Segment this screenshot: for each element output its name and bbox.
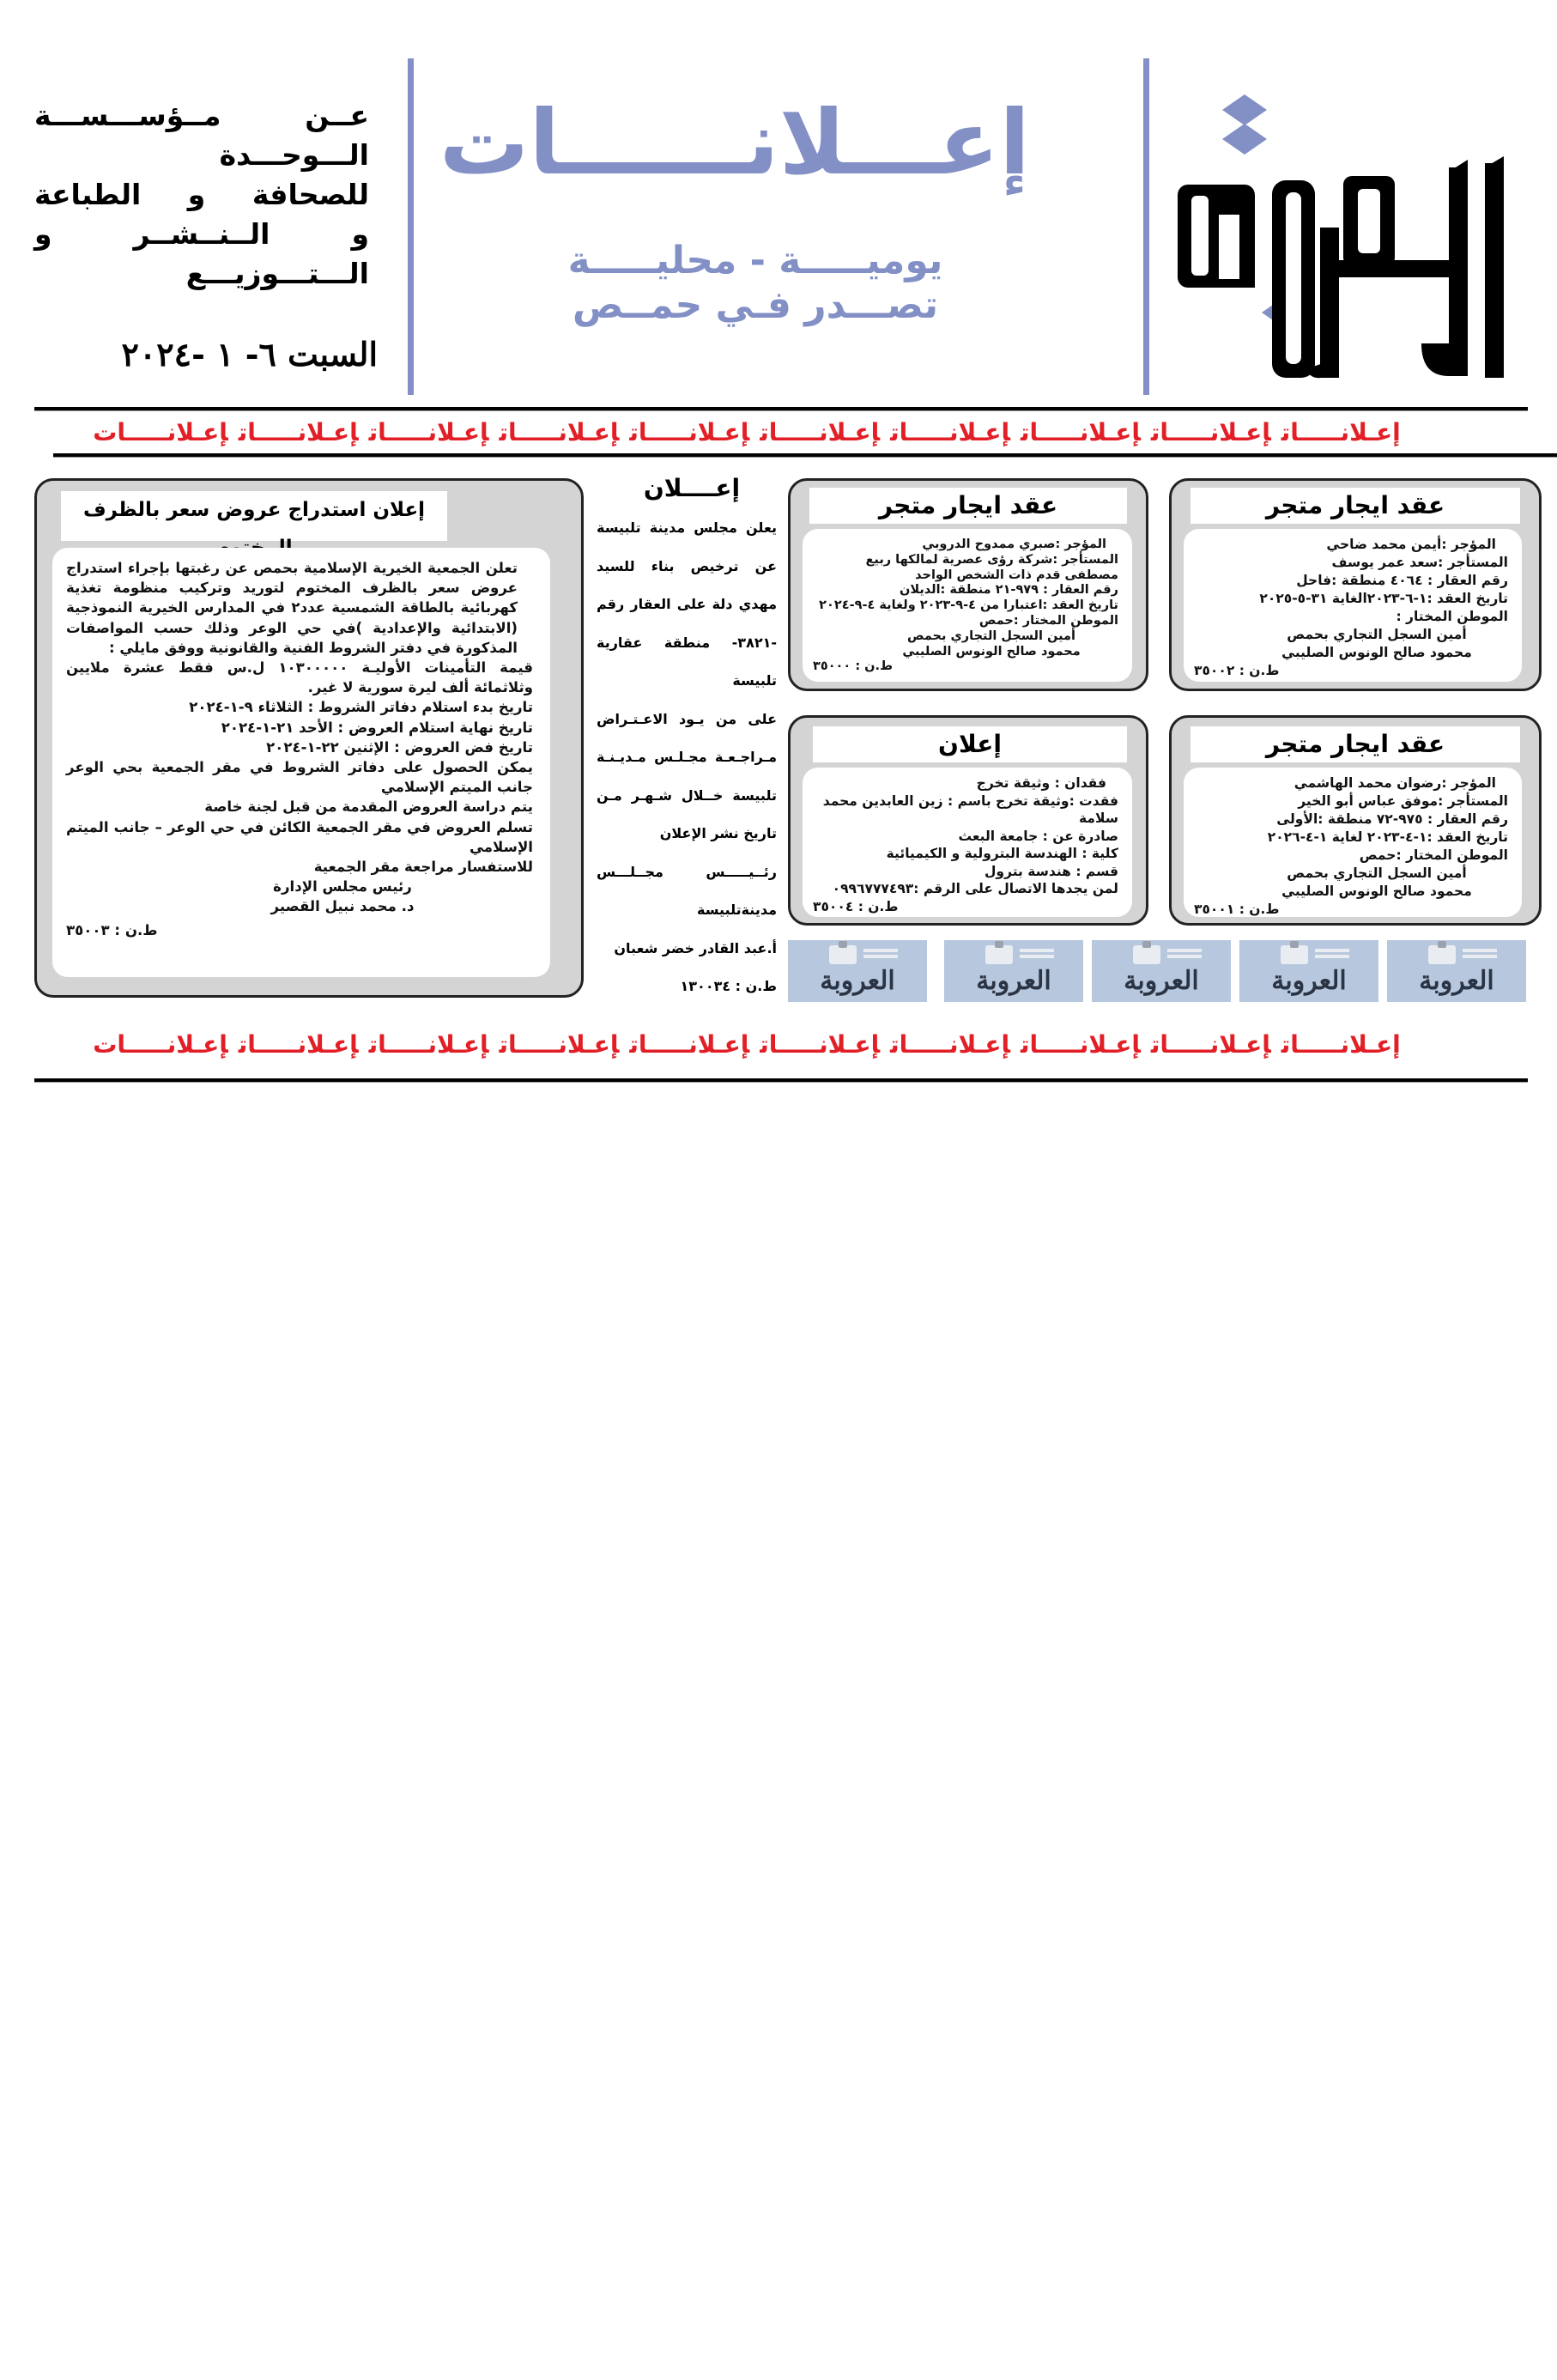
ad-title: إعلان استدراج عروض سعر بالظرف — [61, 491, 447, 541]
ad-signature: د. محمد نبيل القصير — [270, 898, 415, 915]
ad-lease-contract-2 — [788, 478, 1148, 691]
ad-line: رقم العقار : ٩٧٩-٢١ منطقة :الديلان — [899, 583, 1118, 598]
banner-word: إعـلانـــــات — [238, 1030, 359, 1059]
ad-line: تاريخ العقد :١-٦-٢٠٢٣الغاية ٣١-٥-٢٠٢٥ — [1259, 591, 1508, 606]
ad-line: فقدان : وثيقة تخرج — [976, 775, 1106, 791]
ad-line: المستأجر :شركة رؤى عصرية لمالكها ربيع مصطفى قدم ذات الشخص الواحد — [865, 552, 1118, 582]
banner-word: إعـلانـــــات — [629, 1030, 750, 1059]
ad-body — [803, 529, 1132, 682]
thumbnail-label: العروبة — [820, 966, 895, 996]
computer-icon — [1133, 945, 1160, 964]
logo-thumbnail — [1387, 940, 1526, 1002]
ad-line: الموطن المختار :حمص — [1359, 847, 1508, 863]
ad-title: عقد ايجار متجر — [1190, 726, 1520, 762]
banner-word: إعـلانـــــات — [1021, 1030, 1141, 1059]
thumbnail-caption — [863, 949, 898, 952]
banner-word: إعـلانـــــات — [238, 418, 359, 446]
ad-paragraph: تاريخ فض العروض : الإثنين ٢٢-١-٢٠٢٤ — [266, 738, 533, 756]
banner-word: إعـلانـــــات — [93, 1030, 228, 1059]
ad-paragraph: قيمة التأمينات الأوليـة ١٠٣٠٠٠٠٠ ل.س فقط عشرة ملايين وثلاثمائة ألف ليرة سورية لا غير. — [66, 659, 534, 696]
ad-line: فقدت :وثيقة تخرج باسم : زين العابدين محمد سلامة — [822, 792, 1118, 826]
banner-word: إعـلانـــــات — [890, 1030, 1011, 1059]
banner-word: إعـلانـــــات — [93, 418, 228, 446]
thumbnail-label: العروبة — [1124, 966, 1199, 996]
banner-word: إعـلانـــــات — [1150, 418, 1271, 446]
banner-word: إعـلانـــــات — [760, 418, 881, 446]
ad-line: صادرة عن : جامعة البعث — [958, 828, 1118, 844]
ad-line: كلية : الهندسة البترولية و الكيميائية — [886, 846, 1118, 861]
ad-line: -٣٨٢١- منطقة عقارية — [597, 634, 777, 651]
ad-signature: رئيس مجلس الإدارة — [273, 878, 412, 896]
ad-line: قسم : هندسة بترول — [984, 863, 1118, 879]
ad-line: المؤجر :صبري ممدوح الدروبي — [922, 537, 1106, 551]
ad-lease-contract-1 — [1169, 478, 1542, 691]
ad-signature: أمين السجل التجاري بحمص — [1287, 865, 1467, 881]
computer-icon — [985, 945, 1013, 964]
ad-paragraph: تعلن الجمعية الخيرية الإسلامية بحمص عن رغبتها بإجراء استدراج عروض سعر بالظرف المختوم لتوريد وتركيب منظومة تغذية كهربائية بالطاقة الشمسية عدد٢ في المدارس الخيرية النموذجية (الابتدائية والإعدادية )في حي الوعر وذلك حسب المواصفات المذكورة في دفتر الشروط الفنية والقانونية ووفق مايلي : — [66, 560, 518, 656]
ad-line: على من يـود الاعـتـراض — [597, 710, 777, 727]
ad-signature: أمين السجل التجاري بحمص — [907, 628, 1075, 643]
section-subtitle — [532, 239, 978, 328]
ad-line: عن ترخيص بناء للسيد — [597, 557, 777, 574]
ad-title: إعلان — [813, 726, 1127, 762]
ad-line: تاريخ العقد :اعتبارا من ٤-٩-٢٠٢٣ ولغاية ٤-٩-٢٠٢٤ — [819, 598, 1118, 613]
issue-date: السبت ٦- ١ -٢٠٢٤ — [121, 335, 378, 373]
ad-signature: أمين السجل التجاري بحمص — [1287, 627, 1467, 642]
top-rule — [34, 407, 1528, 411]
ad-body — [1184, 768, 1522, 917]
ad-title: عقد ايجار متجر — [809, 488, 1127, 524]
ad-paragraph: تسلم العروض في مقر الجمعية الكائن في حي الوعر – جانب الميتم الإسلامي — [66, 818, 533, 855]
ad-reference: ط.ن : ٣٥٠٠٣ — [66, 921, 158, 938]
banner-word: إعـلانـــــات — [1150, 1030, 1271, 1059]
ad-paragraph: للاستفسار مراجعة مقر الجمعية — [313, 859, 533, 876]
ad-line: لمن يجدها الاتصال على الرقم :٠٩٩٦٧٧٧٤٩٣ — [832, 881, 1118, 896]
ad-lost-document — [788, 715, 1148, 926]
ad-line: الموطن المختار : — [1396, 609, 1508, 624]
section-title: إعـــلانــــــات — [439, 90, 1030, 195]
ad-line: مدينةتلبيسة — [697, 902, 777, 918]
ad-reference: ط.ن : ٣٥٠٠٤ — [813, 898, 899, 914]
ad-line: المستأجر :سعد عمر يوسف — [1331, 555, 1508, 570]
ad-line: رقم العقار : ٩٧٥-٧٢ منطقة :الأولى — [1276, 811, 1508, 827]
computer-icon — [829, 945, 857, 964]
banner-word: إعـلانـــــات — [890, 418, 1011, 446]
top-banner — [34, 418, 1459, 446]
ad-reference: ط.ن : ٣٥٠٠٢ — [1194, 663, 1280, 678]
ad-line: مـراجـعـة مجـلـس مـديـنـة — [597, 749, 777, 765]
ad-title: إعــــلان — [643, 474, 741, 502]
publisher-info — [34, 96, 369, 294]
ad-signature: محمود صالح الونوس الصليبي — [902, 644, 1081, 659]
ad-line: تلبيسة — [732, 672, 777, 689]
ad-building-permit — [597, 474, 777, 1006]
ad-reference: ط.ن : ٣٥٠٠٠ — [813, 659, 894, 674]
banner-word: إعـلانـــــات — [499, 1030, 620, 1059]
ad-paragraph: يتم دراسة العروض المقدمة من قبل لجنة خاصة — [204, 798, 533, 816]
banner-word: إعـلانـــــات — [1281, 1030, 1401, 1059]
ad-line: يعلن مجلس مدينة تلبيسة — [597, 519, 777, 536]
ad-signature: محمود صالح الونوس الصليبي — [1281, 645, 1472, 660]
ad-line: رقم العقار : ٤٠٦٤ منطقة :فاحل — [1296, 573, 1508, 588]
thumbnail-caption — [1315, 949, 1349, 952]
banner-word: إعـلانـــــات — [760, 1030, 881, 1059]
publisher-line: للصحافة و الطباعة — [34, 178, 369, 211]
ad-reference: ط.ن : ١٣٠٠٣٤ — [680, 978, 777, 994]
banner-word: إعـلانـــــات — [499, 418, 620, 446]
thumbnail-caption — [1167, 949, 1202, 952]
thumbnail-label: العروبة — [1271, 966, 1347, 996]
subtitle-line: تصـــدر فـي حمــص — [572, 283, 939, 327]
subtitle-line: يوميـــــة - محليـــــة — [567, 239, 943, 282]
logo-thumbnail — [1239, 940, 1378, 1002]
publisher-line: عــن مــؤســـســـة الـــوحـــدة — [34, 99, 369, 172]
ad-paragraph: يمكن الحصول على دفاتر الشروط في مقر الجمعية بحي الوعر جانب الميتم الإسلامي — [66, 759, 533, 796]
bottom-banner — [34, 1030, 1459, 1059]
top-banner-rule — [53, 453, 1557, 458]
thumbnail-caption — [1020, 949, 1054, 952]
newspaper-logo — [1176, 86, 1519, 386]
ad-tender — [34, 478, 584, 998]
ad-line: المؤجر :أيمن محمد ضاحي — [1326, 537, 1496, 552]
ad-line: تلبيسة خــلال شـهـر مـن — [597, 786, 777, 804]
thumbnail-label: العروبة — [1419, 966, 1494, 996]
banner-word: إعـلانـــــات — [1021, 418, 1141, 446]
computer-icon — [1428, 945, 1456, 964]
ad-line: مهدي دلة على العقار رقم — [597, 596, 777, 612]
ad-paragraph: تاريخ بدء استلام دفاتر الشروط : الثلاثاء ٩-١-٢٠٢٤ — [189, 699, 533, 716]
ad-line: المستأجر :موفق عباس أبو الخير — [1298, 793, 1508, 809]
ad-line: تاريخ نشر الإعلان — [659, 825, 777, 841]
ad-line: أ.عبد القادر خضر شعبان — [614, 939, 777, 956]
banner-word: إعـلانـــــات — [629, 418, 750, 446]
ad-body — [52, 548, 550, 977]
ad-paragraph: تاريخ نهاية استلام العروض : الأحد ٢١-١-٢٠٢٤ — [221, 719, 533, 736]
header-divider-left — [408, 58, 414, 395]
ad-line: رئــيـــــس مجــلـــس — [597, 863, 777, 880]
ad-title: عقد ايجار متجر — [1190, 488, 1520, 524]
computer-icon — [1281, 945, 1308, 964]
ad-body — [803, 768, 1132, 917]
banner-word: إعـلانـــــات — [1281, 418, 1401, 446]
thumbnail-caption — [1463, 949, 1497, 952]
ad-line: تاريخ العقد :١-٤-٢٠٢٣ لغاية ١-٤-٢٠٢٦ — [1267, 829, 1508, 845]
ad-line: الموطن المختار :حمص — [978, 613, 1118, 628]
ad-lease-contract-3 — [1169, 715, 1542, 926]
publisher-line: و الــنــشــر و الـــتـــوزيـــع — [34, 217, 369, 290]
banner-word: إعـلانـــــات — [368, 1030, 489, 1059]
banner-word: إعـلانـــــات — [368, 418, 489, 446]
ad-body — [1184, 529, 1522, 682]
logo-thumbnail — [788, 940, 927, 1002]
bottom-rule — [34, 1078, 1528, 1083]
logo-thumbnail — [944, 940, 1083, 1002]
ad-reference: ط.ن : ٣٥٠٠١ — [1194, 902, 1280, 917]
thumbnail-label: العروبة — [976, 966, 1051, 996]
logo-thumbnail — [1092, 940, 1231, 1002]
ad-signature: محمود صالح الونوس الصليبي — [1281, 883, 1472, 899]
ad-line: المؤجر :رضوان محمد الهاشمي — [1293, 775, 1496, 791]
header-divider-right — [1143, 58, 1149, 395]
